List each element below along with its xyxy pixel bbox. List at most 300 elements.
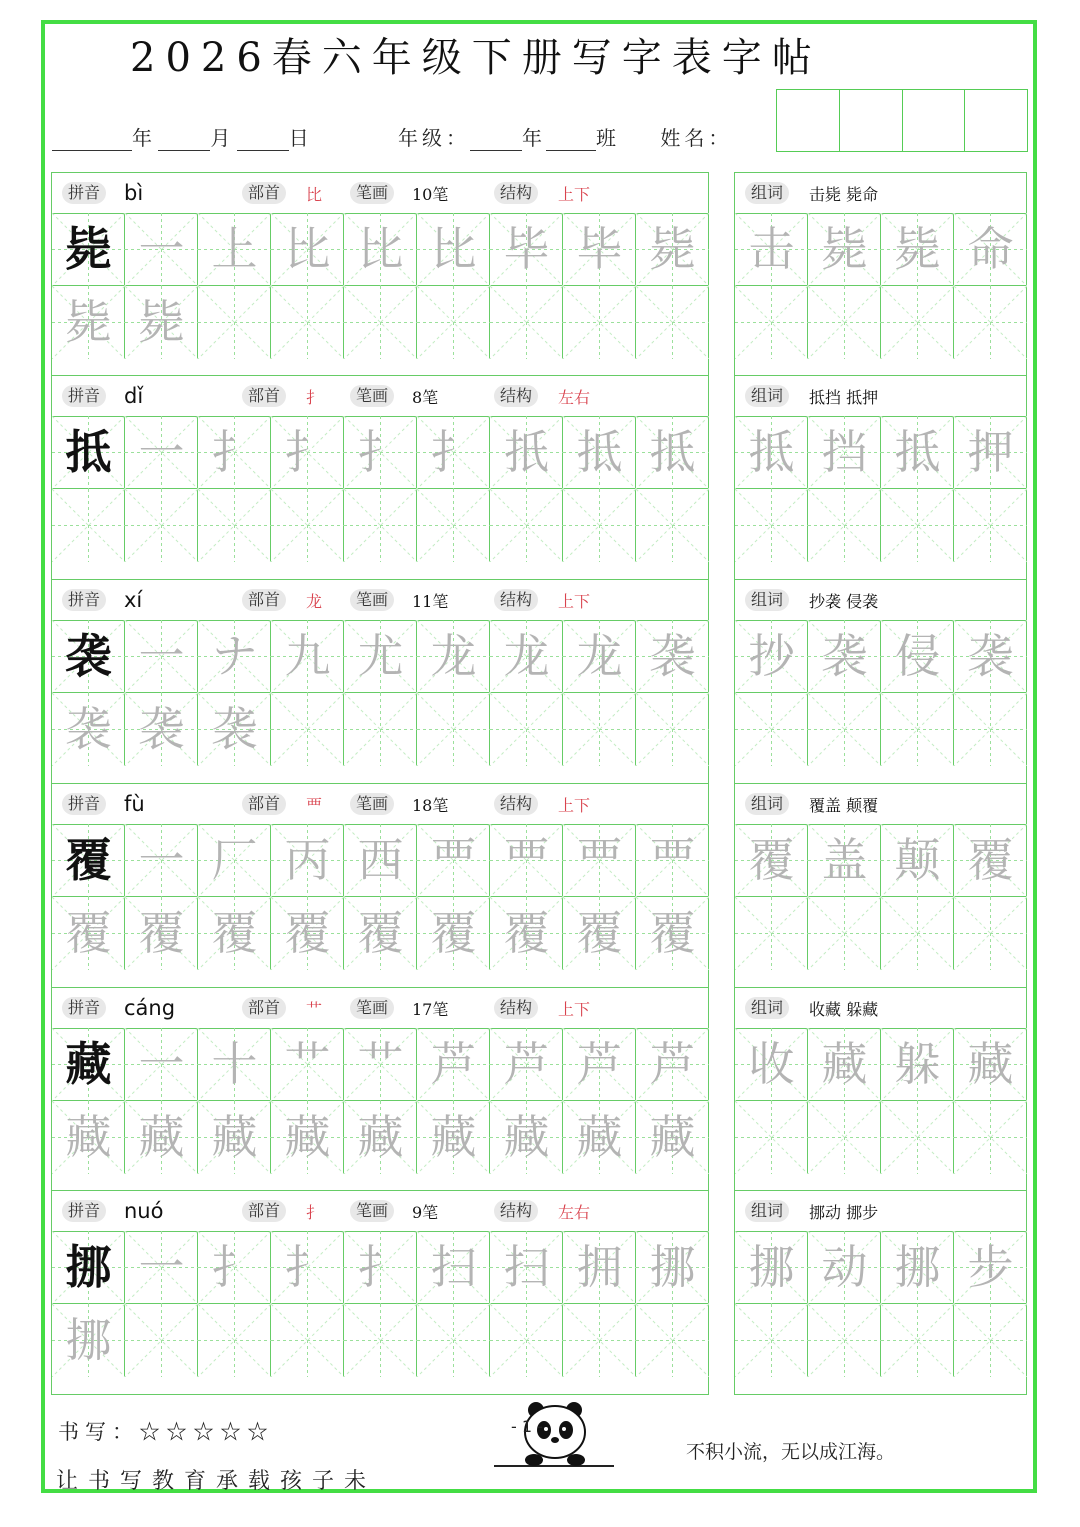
grade-year-blank[interactable] bbox=[470, 130, 522, 151]
words-tag: 组词 bbox=[745, 385, 789, 407]
stroke-step: 袭 bbox=[649, 629, 696, 683]
trace-char: 藏 bbox=[649, 1110, 696, 1164]
radical-tag: 部首 bbox=[242, 385, 286, 407]
writing-cell[interactable] bbox=[636, 416, 709, 489]
month-label: 月 bbox=[210, 126, 231, 150]
tianzige-guides bbox=[563, 1304, 636, 1377]
structure-value: 上下 bbox=[558, 796, 591, 815]
writing-cell[interactable] bbox=[490, 897, 563, 970]
structure-value: 上下 bbox=[558, 185, 591, 204]
tianzige-guides bbox=[735, 1304, 808, 1377]
writing-cell[interactable] bbox=[125, 286, 198, 359]
writing-cell[interactable] bbox=[808, 286, 881, 359]
writing-cell[interactable] bbox=[417, 620, 490, 693]
name-cell[interactable] bbox=[965, 90, 1027, 151]
stroke-step: 扌 bbox=[211, 1240, 258, 1294]
writing-cell[interactable] bbox=[417, 1304, 490, 1377]
writing-cell[interactable] bbox=[490, 620, 563, 693]
writing-cell[interactable] bbox=[735, 286, 808, 359]
stroke-step: 芦 bbox=[503, 1037, 550, 1091]
words-tag: 组词 bbox=[745, 1200, 789, 1222]
tianzige-guides bbox=[954, 897, 1027, 970]
main-char: 毙 bbox=[65, 222, 112, 276]
words-block bbox=[734, 1190, 1027, 1395]
tianzige-guides bbox=[735, 693, 808, 766]
tianzige-guides bbox=[808, 286, 881, 359]
writing-cell[interactable] bbox=[271, 489, 344, 562]
char-header bbox=[52, 580, 708, 621]
class-label: 班 bbox=[596, 126, 620, 150]
trace-char: 毙 bbox=[65, 295, 112, 349]
writing-cell[interactable] bbox=[344, 416, 417, 489]
structure-value: 左右 bbox=[558, 1203, 591, 1222]
writing-cell[interactable] bbox=[735, 213, 808, 286]
writing-cell[interactable] bbox=[808, 1101, 881, 1174]
tianzige-guides bbox=[954, 693, 1027, 766]
writing-cell[interactable] bbox=[563, 286, 636, 359]
writing-cell[interactable] bbox=[52, 693, 125, 766]
writing-cell[interactable] bbox=[125, 489, 198, 562]
writing-cell[interactable] bbox=[636, 286, 709, 359]
writing-cell[interactable] bbox=[881, 489, 954, 562]
writing-cell[interactable] bbox=[417, 897, 490, 970]
tianzige-guides bbox=[636, 489, 709, 562]
motto: 让书写教育承载孩子未 bbox=[56, 1469, 377, 1494]
writing-cell[interactable] bbox=[52, 620, 125, 693]
writing-cell[interactable] bbox=[198, 489, 271, 562]
writing-cell[interactable] bbox=[344, 1101, 417, 1174]
writing-cell[interactable] bbox=[125, 693, 198, 766]
rating: 书写：☆☆☆☆☆ bbox=[58, 1420, 274, 1444]
writing-cell[interactable] bbox=[808, 824, 881, 897]
trace-char: 覆 bbox=[430, 906, 477, 960]
tianzige-guides bbox=[490, 489, 563, 562]
writing-cell[interactable] bbox=[954, 620, 1027, 693]
strokes-value: 8笔 bbox=[412, 388, 439, 407]
name-cell[interactable] bbox=[777, 90, 840, 151]
writing-cell[interactable] bbox=[417, 416, 490, 489]
year-blank[interactable] bbox=[52, 130, 132, 151]
writing-cell[interactable] bbox=[954, 1304, 1027, 1377]
writing-cell[interactable] bbox=[271, 286, 344, 359]
writing-cell[interactable] bbox=[954, 693, 1027, 766]
writing-cell[interactable] bbox=[563, 897, 636, 970]
page-title: 2026春六年级下册写字表字帖 bbox=[130, 35, 822, 81]
writing-cell[interactable] bbox=[808, 620, 881, 693]
writing-cell[interactable] bbox=[52, 286, 125, 359]
writing-cell[interactable] bbox=[881, 1101, 954, 1174]
words-grid bbox=[735, 824, 1026, 987]
word-char: 收 bbox=[748, 1037, 795, 1091]
stroke-step: 比 bbox=[284, 222, 331, 276]
writing-cell[interactable] bbox=[198, 1304, 271, 1377]
writing-cell[interactable] bbox=[735, 416, 808, 489]
radical-tag: 部首 bbox=[242, 182, 286, 204]
writing-cell[interactable] bbox=[125, 620, 198, 693]
writing-cell[interactable] bbox=[344, 693, 417, 766]
writing-cell[interactable] bbox=[636, 824, 709, 897]
words-tag: 组词 bbox=[745, 793, 789, 815]
writing-cell[interactable] bbox=[271, 1101, 344, 1174]
writing-cell[interactable] bbox=[52, 213, 125, 286]
name-cell[interactable] bbox=[903, 90, 966, 151]
stroke-step: 一 bbox=[138, 222, 185, 276]
writing-cell[interactable] bbox=[735, 1231, 808, 1304]
writing-cell[interactable] bbox=[417, 213, 490, 286]
writing-cell[interactable] bbox=[198, 416, 271, 489]
writing-cell[interactable] bbox=[881, 1028, 954, 1101]
writing-cell[interactable] bbox=[198, 620, 271, 693]
writing-cell[interactable] bbox=[490, 824, 563, 897]
writing-cell[interactable] bbox=[490, 1304, 563, 1377]
pinyin-value: nuó bbox=[124, 1199, 164, 1223]
strokes-tag: 笔画 bbox=[350, 589, 394, 611]
grade-line bbox=[398, 122, 732, 151]
writing-cell[interactable] bbox=[271, 416, 344, 489]
radical-value: 艹 bbox=[306, 1000, 323, 1019]
word-char: 动 bbox=[821, 1240, 868, 1294]
word-char: 击 bbox=[748, 222, 795, 276]
tianzige-guides bbox=[735, 286, 808, 359]
writing-cell[interactable] bbox=[735, 1028, 808, 1101]
writing-cell[interactable] bbox=[52, 489, 125, 562]
writing-cell[interactable] bbox=[881, 213, 954, 286]
writing-cell[interactable] bbox=[636, 213, 709, 286]
writing-cell[interactable] bbox=[563, 416, 636, 489]
word-char: 袭 bbox=[967, 629, 1014, 683]
year-label: 年 bbox=[132, 126, 152, 150]
practice-grid bbox=[52, 1231, 708, 1394]
writing-cell[interactable] bbox=[344, 897, 417, 970]
writing-cell[interactable] bbox=[735, 489, 808, 562]
writing-cell[interactable] bbox=[636, 693, 709, 766]
structure-tag: 结构 bbox=[494, 793, 538, 815]
writing-cell[interactable] bbox=[490, 693, 563, 766]
page-number: - 1 - bbox=[511, 1417, 543, 1436]
char-block bbox=[51, 1190, 709, 1395]
words-grid bbox=[735, 1028, 1026, 1191]
pinyin-value: bì bbox=[124, 181, 144, 205]
writing-cell[interactable] bbox=[271, 213, 344, 286]
tianzige-guides bbox=[954, 489, 1027, 562]
writing-cell[interactable] bbox=[198, 1028, 271, 1101]
words-value: 覆盖 颠覆 bbox=[809, 796, 879, 815]
pinyin-tag: 拼音 bbox=[62, 385, 106, 407]
day-label: 日 bbox=[288, 126, 309, 150]
trace-char: 挪 bbox=[65, 1313, 112, 1367]
writing-cell[interactable] bbox=[271, 1304, 344, 1377]
trace-char: 藏 bbox=[357, 1110, 404, 1164]
tianzige-guides bbox=[735, 489, 808, 562]
writing-cell[interactable] bbox=[344, 286, 417, 359]
char-block bbox=[51, 579, 709, 784]
name-cell[interactable] bbox=[840, 90, 903, 151]
writing-cell[interactable] bbox=[198, 897, 271, 970]
char-header bbox=[52, 1191, 708, 1232]
writing-cell[interactable] bbox=[636, 1304, 709, 1377]
word-char: 挡 bbox=[821, 425, 868, 479]
trace-char: 覆 bbox=[211, 906, 258, 960]
main-char: 藏 bbox=[65, 1037, 112, 1091]
writing-cell[interactable] bbox=[490, 416, 563, 489]
writing-cell[interactable] bbox=[344, 213, 417, 286]
writing-cell[interactable] bbox=[417, 824, 490, 897]
writing-cell[interactable] bbox=[636, 1231, 709, 1304]
tianzige-guides bbox=[808, 1304, 881, 1377]
tianzige-guides bbox=[417, 489, 490, 562]
structure-value: 上下 bbox=[558, 592, 591, 611]
trace-char: 藏 bbox=[138, 1110, 185, 1164]
writing-cell[interactable] bbox=[563, 693, 636, 766]
writing-cell[interactable] bbox=[881, 1304, 954, 1377]
writing-cell[interactable] bbox=[344, 1028, 417, 1101]
writing-cell[interactable] bbox=[198, 286, 271, 359]
words-value: 击毙 毙命 bbox=[809, 185, 879, 204]
word-char: 抵 bbox=[748, 425, 795, 479]
word-char: 步 bbox=[967, 1240, 1014, 1294]
stroke-step: 扫 bbox=[430, 1240, 477, 1294]
radical-tag: 部首 bbox=[242, 997, 286, 1019]
writing-cell[interactable] bbox=[881, 824, 954, 897]
tianzige-guides bbox=[881, 1304, 954, 1377]
structure-tag: 结构 bbox=[494, 182, 538, 204]
tianzige-guides bbox=[417, 1304, 490, 1377]
writing-cell[interactable] bbox=[636, 1101, 709, 1174]
writing-cell[interactable] bbox=[735, 1101, 808, 1174]
tianzige-guides bbox=[344, 489, 417, 562]
words-tag: 组词 bbox=[745, 997, 789, 1019]
writing-cell[interactable] bbox=[563, 489, 636, 562]
writing-cell[interactable] bbox=[52, 897, 125, 970]
words-block bbox=[734, 783, 1027, 988]
main-char: 袭 bbox=[65, 629, 112, 683]
writing-cell[interactable] bbox=[52, 1231, 125, 1304]
writing-cell[interactable] bbox=[52, 416, 125, 489]
writing-cell[interactable] bbox=[808, 1028, 881, 1101]
stroke-step: 一 bbox=[138, 629, 185, 683]
writing-cell[interactable] bbox=[881, 416, 954, 489]
writing-cell[interactable] bbox=[954, 897, 1027, 970]
class-blank[interactable] bbox=[546, 130, 596, 151]
writing-cell[interactable] bbox=[881, 897, 954, 970]
stroke-step: 拥 bbox=[576, 1240, 623, 1294]
strokes-tag: 笔画 bbox=[350, 793, 394, 815]
writing-cell[interactable] bbox=[954, 824, 1027, 897]
writing-cell[interactable] bbox=[344, 824, 417, 897]
writing-cell[interactable] bbox=[808, 693, 881, 766]
writing-cell[interactable] bbox=[52, 1028, 125, 1101]
writing-cell[interactable] bbox=[490, 1231, 563, 1304]
writing-cell[interactable] bbox=[271, 1231, 344, 1304]
tianzige-guides bbox=[808, 897, 881, 970]
stroke-step: 丙 bbox=[284, 833, 331, 887]
writing-cell[interactable] bbox=[954, 286, 1027, 359]
writing-cell[interactable] bbox=[636, 489, 709, 562]
writing-cell[interactable] bbox=[344, 620, 417, 693]
writing-cell[interactable] bbox=[417, 1028, 490, 1101]
writing-cell[interactable] bbox=[881, 1231, 954, 1304]
tianzige-guides bbox=[735, 1101, 808, 1174]
word-char: 侵 bbox=[894, 629, 941, 683]
strokes-tag: 笔画 bbox=[350, 997, 394, 1019]
writing-cell[interactable] bbox=[808, 416, 881, 489]
writing-cell[interactable] bbox=[344, 1231, 417, 1304]
writing-cell[interactable] bbox=[490, 1101, 563, 1174]
trace-char: 藏 bbox=[503, 1110, 550, 1164]
writing-cell[interactable] bbox=[52, 1101, 125, 1174]
words-block bbox=[734, 172, 1027, 377]
writing-cell[interactable] bbox=[954, 1231, 1027, 1304]
strokes-value: 18笔 bbox=[412, 796, 449, 815]
tianzige-guides bbox=[490, 286, 563, 359]
words-grid bbox=[735, 416, 1026, 579]
trace-char: 藏 bbox=[284, 1110, 331, 1164]
word-char: 挪 bbox=[894, 1240, 941, 1294]
writing-cell[interactable] bbox=[52, 1304, 125, 1377]
writing-cell[interactable] bbox=[636, 620, 709, 693]
writing-cell[interactable] bbox=[563, 213, 636, 286]
word-char: 盖 bbox=[821, 833, 868, 887]
pinyin-value: cáng bbox=[124, 996, 176, 1020]
writing-cell[interactable] bbox=[563, 1101, 636, 1174]
radical-tag: 部首 bbox=[242, 589, 286, 611]
writing-cell[interactable] bbox=[636, 897, 709, 970]
writing-cell[interactable] bbox=[125, 897, 198, 970]
writing-cell[interactable] bbox=[735, 824, 808, 897]
writing-cell[interactable] bbox=[125, 1101, 198, 1174]
writing-cell[interactable] bbox=[563, 1231, 636, 1304]
stroke-step: 扺 bbox=[503, 425, 550, 479]
writing-cell[interactable] bbox=[271, 693, 344, 766]
writing-cell[interactable] bbox=[417, 286, 490, 359]
pinyin-value: xí bbox=[124, 588, 143, 612]
stroke-step: 九 bbox=[284, 629, 331, 683]
writing-cell[interactable] bbox=[881, 620, 954, 693]
words-grid bbox=[735, 620, 1026, 783]
words-value: 抄袭 侵袭 bbox=[809, 592, 879, 611]
name-grid[interactable] bbox=[776, 89, 1028, 152]
writing-cell[interactable] bbox=[954, 489, 1027, 562]
structure-value: 上下 bbox=[558, 1000, 591, 1019]
trace-char: 覆 bbox=[138, 906, 185, 960]
stroke-step: 艹 bbox=[357, 1037, 404, 1091]
day-blank[interactable] bbox=[237, 130, 289, 151]
structure-tag: 结构 bbox=[494, 997, 538, 1019]
writing-cell[interactable] bbox=[808, 489, 881, 562]
writing-cell[interactable] bbox=[881, 693, 954, 766]
tianzige-guides bbox=[125, 489, 198, 562]
writing-cell[interactable] bbox=[198, 213, 271, 286]
writing-cell[interactable] bbox=[417, 489, 490, 562]
writing-cell[interactable] bbox=[490, 213, 563, 286]
char-block bbox=[51, 783, 709, 988]
writing-cell[interactable] bbox=[563, 1028, 636, 1101]
writing-cell[interactable] bbox=[808, 897, 881, 970]
writing-cell[interactable] bbox=[735, 897, 808, 970]
words-value: 挪动 挪步 bbox=[809, 1203, 879, 1222]
writing-cell[interactable] bbox=[954, 213, 1027, 286]
writing-cell[interactable] bbox=[125, 416, 198, 489]
words-block bbox=[734, 987, 1027, 1192]
stroke-step: 比 bbox=[430, 222, 477, 276]
writing-cell[interactable] bbox=[808, 1231, 881, 1304]
writing-cell[interactable] bbox=[271, 1028, 344, 1101]
writing-cell[interactable] bbox=[125, 824, 198, 897]
writing-cell[interactable] bbox=[490, 1028, 563, 1101]
tianzige-guides bbox=[563, 489, 636, 562]
writing-cell[interactable] bbox=[344, 489, 417, 562]
stroke-step: 十 bbox=[211, 1037, 258, 1091]
writing-cell[interactable] bbox=[563, 620, 636, 693]
trace-char: 毙 bbox=[138, 295, 185, 349]
writing-cell[interactable] bbox=[563, 1304, 636, 1377]
pinyin-tag: 拼音 bbox=[62, 997, 106, 1019]
words-grid bbox=[735, 213, 1026, 376]
stroke-step: 扌 bbox=[430, 425, 477, 479]
writing-cell[interactable] bbox=[125, 213, 198, 286]
writing-cell[interactable] bbox=[271, 824, 344, 897]
word-char: 覆 bbox=[967, 833, 1014, 887]
writing-cell[interactable] bbox=[636, 1028, 709, 1101]
writing-cell[interactable] bbox=[735, 693, 808, 766]
writing-cell[interactable] bbox=[417, 1231, 490, 1304]
writing-cell[interactable] bbox=[271, 620, 344, 693]
writing-cell[interactable] bbox=[881, 286, 954, 359]
writing-cell[interactable] bbox=[198, 693, 271, 766]
strokes-tag: 笔画 bbox=[350, 182, 394, 204]
stroke-step: 扫 bbox=[503, 1240, 550, 1294]
tianzige-guides bbox=[881, 897, 954, 970]
writing-cell[interactable] bbox=[735, 620, 808, 693]
trace-char: 袭 bbox=[138, 702, 185, 756]
writing-cell[interactable] bbox=[490, 489, 563, 562]
char-header bbox=[52, 988, 708, 1029]
writing-cell[interactable] bbox=[808, 213, 881, 286]
writing-cell[interactable] bbox=[198, 1231, 271, 1304]
panda-icon bbox=[494, 1400, 614, 1472]
tianzige-guides bbox=[808, 1101, 881, 1174]
writing-cell[interactable] bbox=[735, 1304, 808, 1377]
radical-tag: 部首 bbox=[242, 1200, 286, 1222]
stroke-step: 芦 bbox=[430, 1037, 477, 1091]
writing-cell[interactable] bbox=[198, 824, 271, 897]
words-tag: 组词 bbox=[745, 589, 789, 611]
writing-cell[interactable] bbox=[52, 824, 125, 897]
writing-cell[interactable] bbox=[954, 1028, 1027, 1101]
writing-cell[interactable] bbox=[490, 286, 563, 359]
writing-cell[interactable] bbox=[563, 824, 636, 897]
writing-cell[interactable] bbox=[198, 1101, 271, 1174]
writing-cell[interactable] bbox=[125, 1304, 198, 1377]
writing-cell[interactable] bbox=[954, 416, 1027, 489]
writing-cell[interactable] bbox=[271, 897, 344, 970]
writing-cell[interactable] bbox=[954, 1101, 1027, 1174]
strokes-value: 17笔 bbox=[412, 1000, 449, 1019]
writing-cell[interactable] bbox=[344, 1304, 417, 1377]
tianzige-guides bbox=[417, 286, 490, 359]
writing-cell[interactable] bbox=[125, 1231, 198, 1304]
writing-cell[interactable] bbox=[417, 693, 490, 766]
stroke-step: 龙 bbox=[576, 629, 623, 683]
stroke-step: 覀 bbox=[503, 833, 550, 887]
writing-cell[interactable] bbox=[417, 1101, 490, 1174]
writing-cell[interactable] bbox=[808, 1304, 881, 1377]
tianzige-guides bbox=[271, 286, 344, 359]
writing-cell[interactable] bbox=[125, 1028, 198, 1101]
month-blank[interactable] bbox=[158, 130, 210, 151]
stroke-step: 挪 bbox=[649, 1240, 696, 1294]
stroke-step: 覀 bbox=[649, 833, 696, 887]
